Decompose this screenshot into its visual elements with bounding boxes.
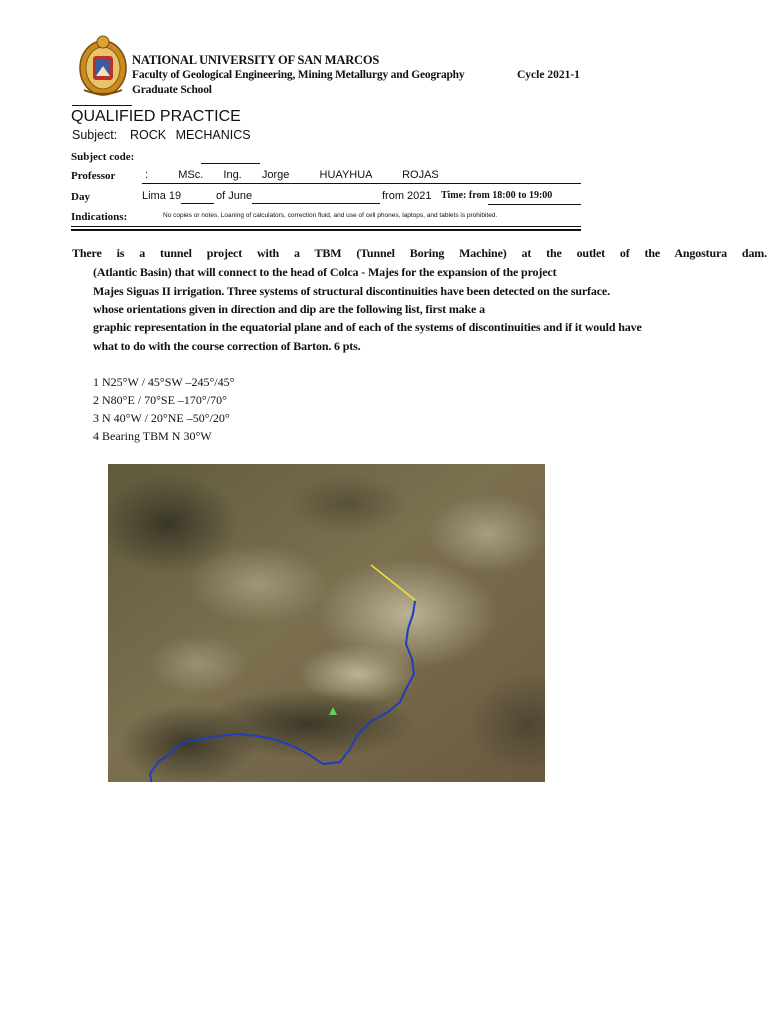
university-seal-logo <box>78 32 128 98</box>
time-field-line <box>488 204 581 205</box>
day-city-value: Lima 19 <box>142 190 182 202</box>
satellite-map-image <box>108 464 545 782</box>
question-line: graphic representation in the equatorial plane and of each of the systems of discontinuities and if it would have <box>93 320 642 334</box>
question-line: There is a tunnel project with a TBM (Tunnel Boring Machine) at the outlet of the Angostura dam. <box>72 246 767 260</box>
discontinuity-item: 2 N80°E / 70°SE –170°/70° <box>93 393 227 407</box>
faculty-name: Faculty of Geological Engineering, Mining Metallurgy and Geography <box>132 69 465 81</box>
month-field-line <box>252 203 380 204</box>
subject-code-label: Subject code: <box>71 151 135 163</box>
professor-field-line <box>142 183 581 184</box>
day-year-value: from 2021 <box>382 190 432 202</box>
header-divider <box>71 226 581 227</box>
day-label: Day <box>71 191 90 203</box>
title-overline <box>72 105 132 106</box>
question-line: (Atlantic Basin) that will connect to the head of Colca - Majes for the expansion of the project <box>93 265 557 279</box>
exam-time: Time: from 18:00 to 19:00 <box>441 190 553 201</box>
subject-code-field-line <box>201 163 260 164</box>
subject-label: Subject: <box>72 128 118 142</box>
university-name: NATIONAL UNIVERSITY OF SAN MARCOS <box>132 53 380 67</box>
exam-title: QUALIFIED PRACTICE <box>71 108 241 125</box>
discontinuity-item: 1 N25°W / 45°SW –245°/45° <box>93 375 235 389</box>
subject-value: ROCK MECHANICS <box>130 128 251 142</box>
tbm-bearing-item: 4 Bearing TBM N 30°W <box>93 429 212 443</box>
cycle-label: Cycle 2021-1 <box>517 69 580 81</box>
question-line: Majes Siguas II irrigation. Three systems of structural discontinuities have been detected on the surface. <box>93 284 610 298</box>
question-line: whose orientations given in direction and dip are the following list, first make a <box>93 302 485 316</box>
school-name: Graduate School <box>132 84 212 96</box>
day-field-line <box>181 203 214 204</box>
indications-label: Indications: <box>71 211 128 223</box>
indications-value: No copies or notes. Loaning of calculators, correction fluid, and use of cell phones, laptops, and tablets is prohibited. <box>163 212 498 219</box>
professor-value: : MSc. Ing. Jorge HUAYHUA ROJAS <box>145 169 439 181</box>
professor-label: Professor <box>71 170 116 182</box>
question-line: what to do with the course correction of Barton. 6 pts. <box>93 339 361 353</box>
discontinuity-item: 3 N 40°W / 20°NE –50°/20° <box>93 411 230 425</box>
day-month-value: of June <box>216 190 253 202</box>
header-divider-thick <box>71 229 581 231</box>
